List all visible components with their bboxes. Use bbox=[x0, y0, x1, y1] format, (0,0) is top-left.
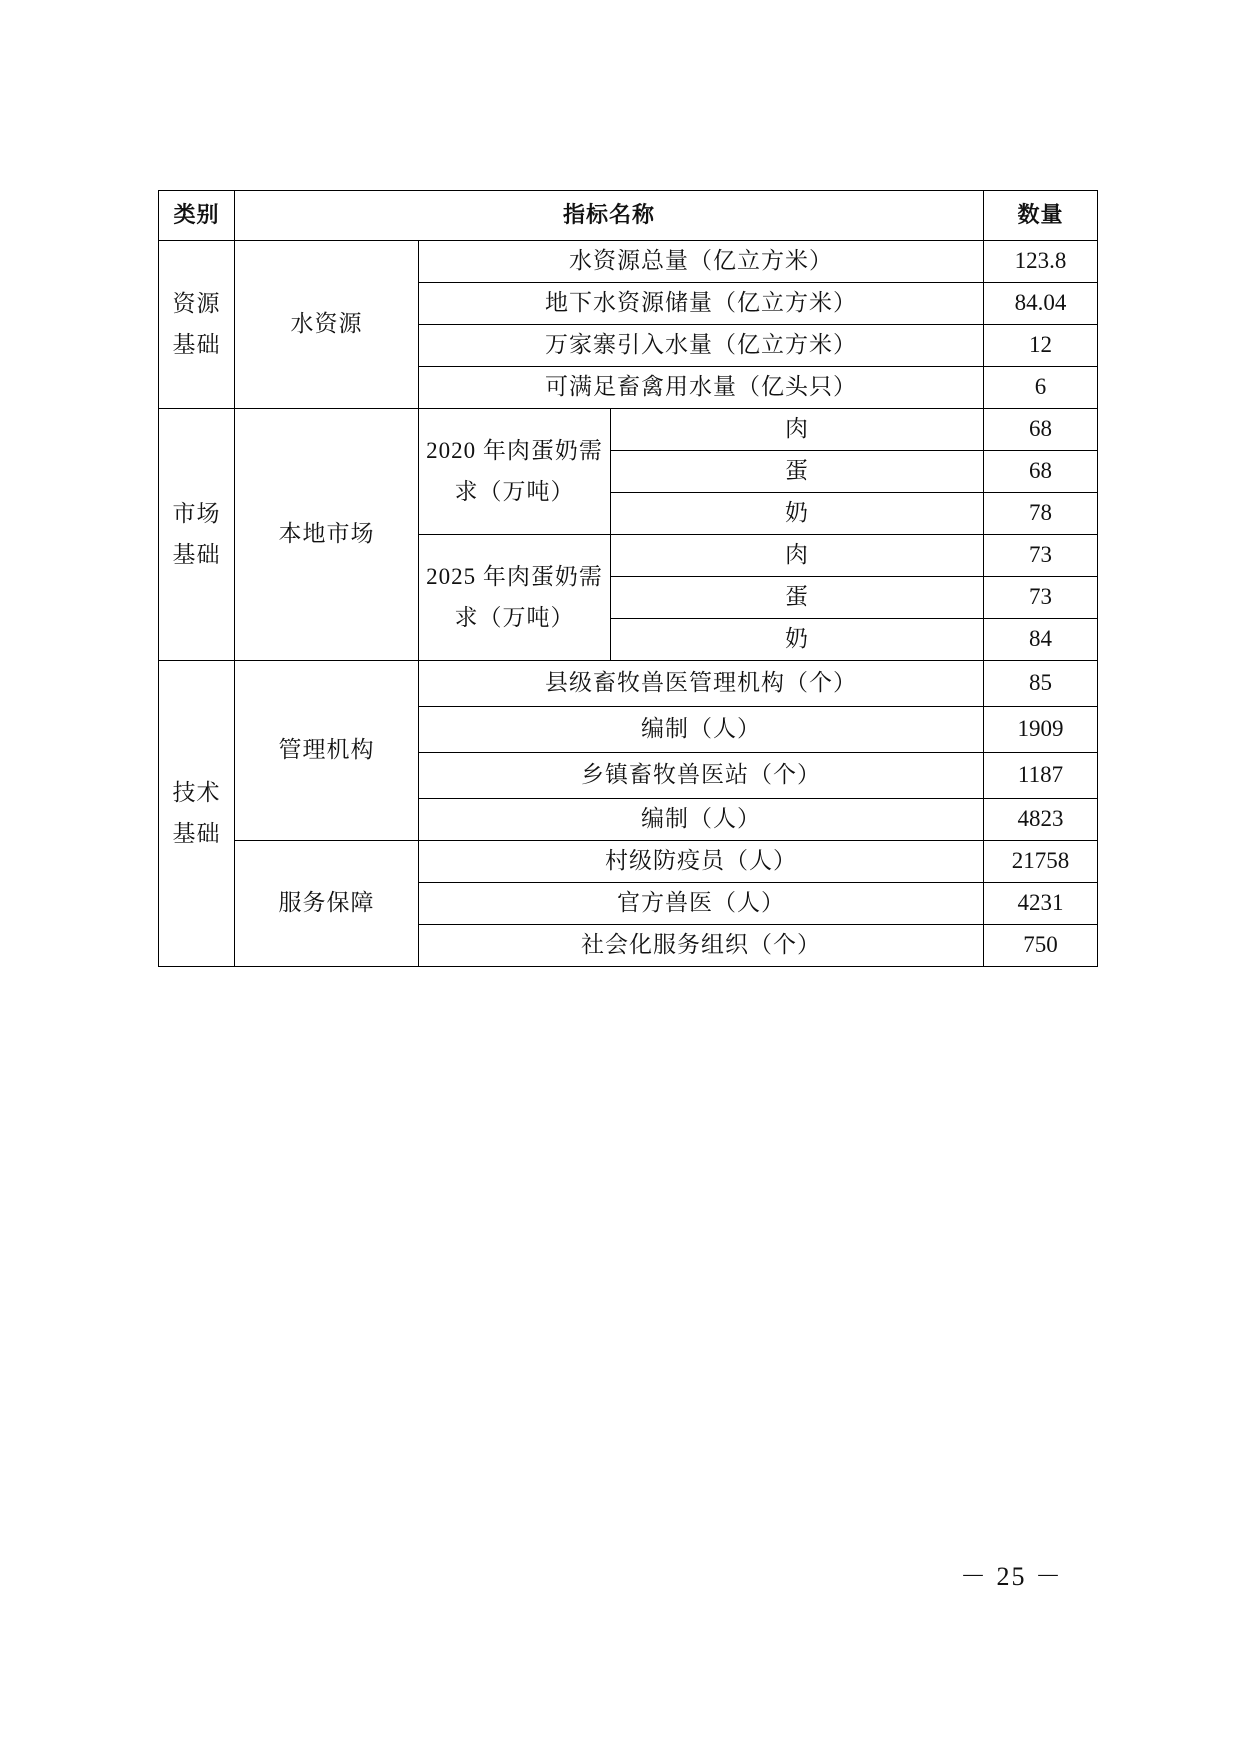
indicator-value: 68 bbox=[984, 451, 1098, 493]
subcategory-cell: 服务保障 bbox=[235, 841, 419, 967]
indicator-name: 官方兽医（人） bbox=[419, 883, 984, 925]
indicator-value: 750 bbox=[984, 925, 1098, 967]
demand-group-label: 2025 年肉蛋奶需求（万吨） bbox=[419, 535, 611, 661]
indicator-name: 乡镇畜牧兽医站（个） bbox=[419, 753, 984, 799]
header-indicator: 指标名称 bbox=[235, 191, 984, 241]
subcategory-cell: 管理机构 bbox=[235, 661, 419, 841]
indicator-name: 肉 bbox=[611, 535, 984, 577]
subcategory-cell: 本地市场 bbox=[235, 409, 419, 661]
indicator-name: 万家寨引入水量（亿立方米） bbox=[419, 325, 984, 367]
indicator-name: 地下水资源储量（亿立方米） bbox=[419, 283, 984, 325]
header-category: 类别 bbox=[159, 191, 235, 241]
indicator-name: 编制（人） bbox=[419, 799, 984, 841]
indicator-name: 奶 bbox=[611, 493, 984, 535]
subcategory-cell: 水资源 bbox=[235, 241, 419, 409]
indicator-value: 4231 bbox=[984, 883, 1098, 925]
table-row bbox=[159, 841, 1098, 883]
indicator-value: 4823 bbox=[984, 799, 1098, 841]
indicator-name: 蛋 bbox=[611, 451, 984, 493]
indicator-value: 78 bbox=[984, 493, 1098, 535]
table-row bbox=[159, 409, 1098, 451]
indicator-table bbox=[158, 190, 1098, 967]
indicator-name: 县级畜牧兽医管理机构（个） bbox=[419, 661, 984, 707]
indicator-name: 编制（人） bbox=[419, 707, 984, 753]
indicator-value: 21758 bbox=[984, 841, 1098, 883]
category-cell bbox=[159, 409, 235, 661]
indicator-name: 可满足畜禽用水量（亿头只） bbox=[419, 367, 984, 409]
category-label: 资源基础 bbox=[172, 291, 221, 357]
indicator-value: 6 bbox=[984, 367, 1098, 409]
category-cell bbox=[159, 241, 235, 409]
table-row bbox=[159, 661, 1098, 707]
category-label: 市场基础 bbox=[172, 501, 221, 567]
indicator-value: 68 bbox=[984, 409, 1098, 451]
page-number: － 25 － bbox=[960, 1562, 1064, 1591]
indicator-name: 肉 bbox=[611, 409, 984, 451]
indicator-value: 84 bbox=[984, 619, 1098, 661]
demand-group-label: 2020 年肉蛋奶需求（万吨） bbox=[419, 409, 611, 535]
table-row bbox=[159, 241, 1098, 283]
table-header-row bbox=[159, 191, 1098, 241]
indicator-name: 蛋 bbox=[611, 577, 984, 619]
header-quantity: 数量 bbox=[984, 191, 1098, 241]
indicator-name: 社会化服务组织（个） bbox=[419, 925, 984, 967]
indicator-value: 1909 bbox=[984, 707, 1098, 753]
category-label: 技术基础 bbox=[172, 780, 221, 846]
indicator-value: 84.04 bbox=[984, 283, 1098, 325]
indicator-value: 123.8 bbox=[984, 241, 1098, 283]
indicator-name: 村级防疫员（人） bbox=[419, 841, 984, 883]
indicator-value: 12 bbox=[984, 325, 1098, 367]
indicator-name: 奶 bbox=[611, 619, 984, 661]
category-cell bbox=[159, 661, 235, 967]
indicator-value: 73 bbox=[984, 577, 1098, 619]
indicator-name: 水资源总量（亿立方米） bbox=[419, 241, 984, 283]
indicator-value: 73 bbox=[984, 535, 1098, 577]
indicator-value: 85 bbox=[984, 661, 1098, 707]
indicator-value: 1187 bbox=[984, 753, 1098, 799]
